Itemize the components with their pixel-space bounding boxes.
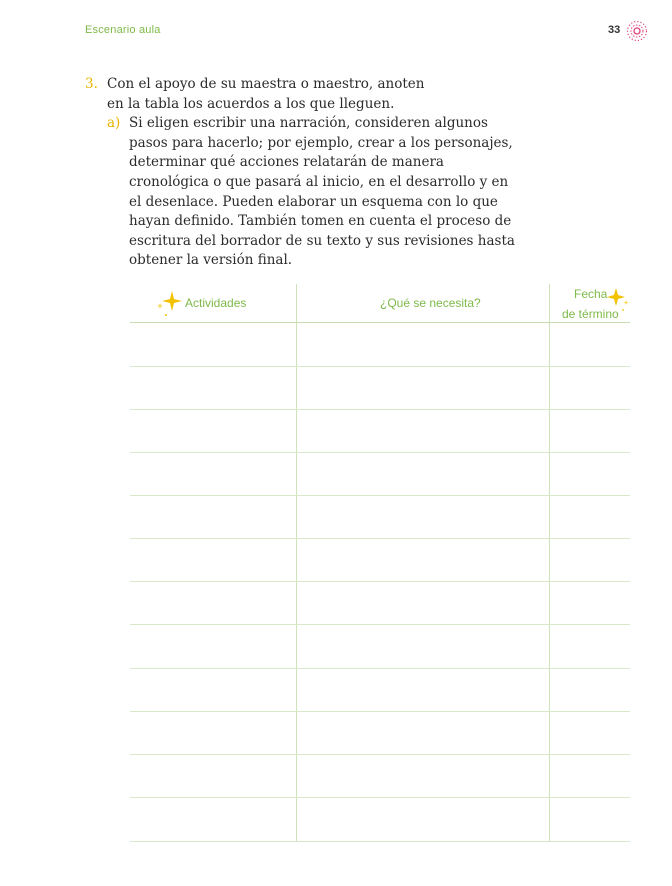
- header-divider: [130, 322, 630, 323]
- row-line: [130, 581, 630, 582]
- instruction-text: Con el apoyo de su maestra o maestro, anoten en la tabla los acuerdos a los que lleguen.: [107, 76, 425, 112]
- activities-table: [130, 284, 630, 842]
- sparkle-icon: [606, 286, 630, 312]
- column-header-activities: Actividades: [185, 296, 247, 310]
- row-line: [130, 754, 630, 755]
- column-header-date-line2: de término: [562, 307, 619, 321]
- column-header-needs: ¿Qué se necesita?: [380, 296, 481, 310]
- row-line: [130, 409, 630, 410]
- row-line: [130, 624, 630, 625]
- row-line: [130, 668, 630, 669]
- sub-instruction-letter: a): [107, 115, 121, 132]
- instruction-number: 3.: [85, 76, 98, 92]
- row-line: [130, 711, 630, 712]
- instruction-block: [85, 75, 545, 271]
- row-line: [130, 452, 630, 453]
- page-number: 33: [608, 24, 621, 36]
- sun-emblem-icon: [626, 20, 648, 42]
- section-label: Escenario aula: [85, 24, 161, 36]
- row-line: [130, 366, 630, 367]
- sub-instruction-text: Si eligen escribir una narración, consideren algunos pasos para hacerlo; por ejemplo, crear a los personajes, determinar qué acciones relatarán de manera cronológica o que pasará al inicio, en el desarrollo y en el desenlace. Pueden elaborar un esquema con lo que hayan definido. También tomen en cuenta el proceso de escritura del borrador de su texto y sus revisiones hasta obtener la versión final.: [129, 115, 515, 269]
- column-header-date-line1: Fecha: [574, 287, 608, 301]
- row-line: [130, 841, 630, 842]
- column-divider: [296, 284, 297, 842]
- row-line: [130, 538, 630, 539]
- column-divider: [549, 284, 550, 842]
- row-line: [130, 797, 630, 798]
- row-line: [130, 495, 630, 496]
- sparkle-icon: [156, 289, 184, 319]
